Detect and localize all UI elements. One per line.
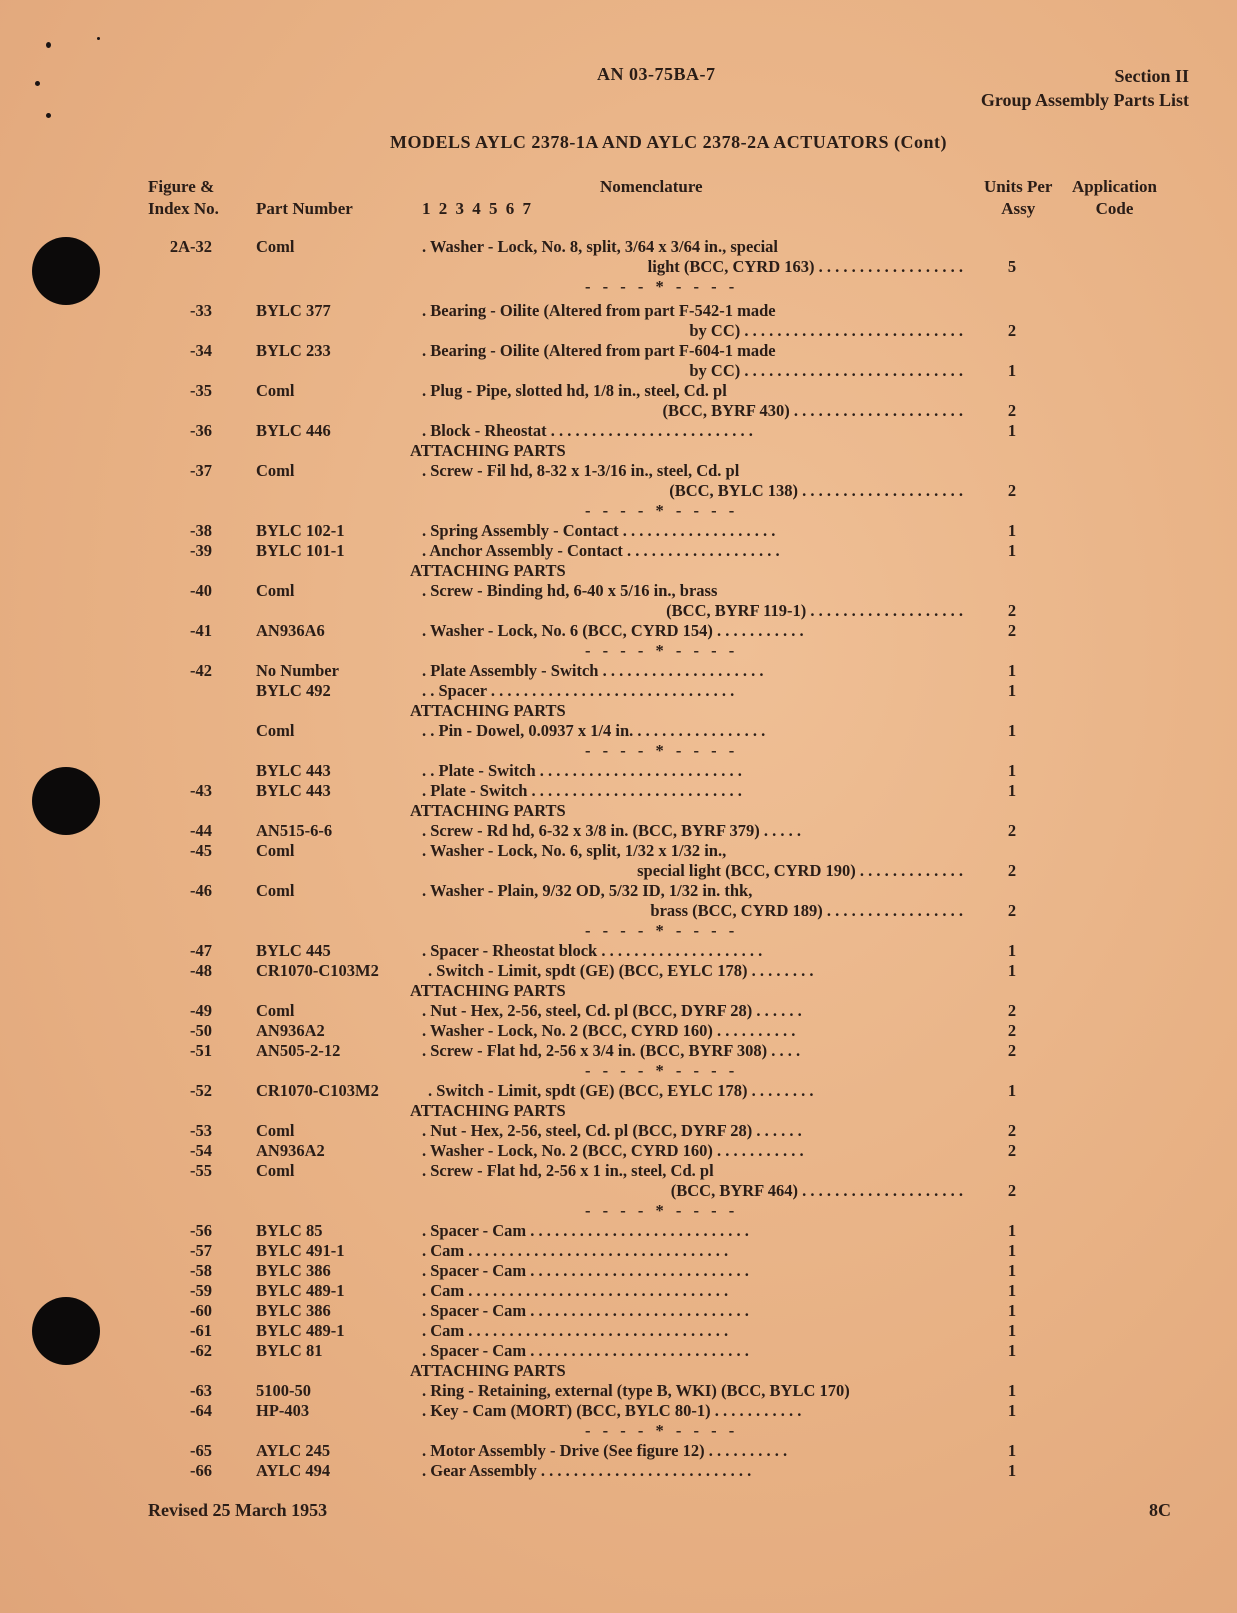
separator-mark: - - - - * - - - - [585,1201,739,1220]
nomenclature-continued: (BCC, BYRF 119-1) . . . . . . . . . . . . . . . . . . . [666,601,963,620]
index-number: -51 [190,1041,212,1060]
part-number: BYLC 386 [256,1261,331,1280]
table-row [0,1121,1237,1141]
units-per-assy: 2 [1007,321,1017,340]
attaching-parts-label: ATTACHING PARTS [410,441,566,460]
nomenclature: . Plate Assembly - Switch . . . . . . . . . . . . . . . . . . . . [422,661,764,680]
part-number: Coml [256,841,295,860]
table-row [0,681,1237,701]
col-units-per-assy: Units Per Assy [984,177,1053,218]
units-per-assy: 1 [1007,1381,1017,1400]
attaching-parts-heading [0,1101,1237,1121]
group-separator [0,277,1237,297]
col-nomenclature: Nomenclature [600,177,703,196]
table-row-continuation [0,257,1237,277]
index-number: -60 [190,1301,212,1320]
index-number: 2A-32 [169,237,212,256]
group-separator [0,1421,1237,1441]
part-number: BYLC 443 [256,761,331,780]
nomenclature: . Washer - Lock, No. 2 (BCC, CYRD 160) . . . . . . . . . . [422,1021,796,1040]
part-number: AN505-2-12 [256,1041,341,1060]
units-per-assy: 2 [1007,401,1017,420]
separator-mark: - - - - * - - - - [585,641,739,660]
index-number: -36 [190,421,212,440]
nomenclature: . Cam . . . . . . . . . . . . . . . . . . . . . . . . . . . . . . . . [422,1281,729,1300]
part-number: HP-403 [256,1401,310,1420]
part-number: BYLC 491-1 [256,1241,345,1260]
units-per-assy: 1 [1007,781,1017,800]
nomenclature: . Screw - Fil hd, 8-32 x 1-3/16 in., steel, Cd. pl [422,461,740,480]
index-number: -42 [190,661,212,680]
index-number: -58 [190,1261,212,1280]
paper-speck [97,37,100,40]
units-per-assy: 2 [1007,861,1017,880]
units-per-assy: 1 [1007,1341,1017,1360]
nomenclature-continued: (BCC, BYLC 138) . . . . . . . . . . . . . . . . . . . . [669,481,963,500]
table-row [0,1301,1237,1321]
units-per-assy: 1 [1007,1321,1017,1340]
separator-mark: - - - - * - - - - [585,501,739,520]
table-row [0,661,1237,681]
separator-mark: - - - - * - - - - [585,1421,739,1440]
units-per-assy: 2 [1007,1121,1017,1140]
part-number: BYLC 386 [256,1301,331,1320]
table-row [0,1381,1237,1401]
part-number: BYLC 489-1 [256,1281,345,1300]
units-per-assy: 1 [1007,521,1017,540]
nomenclature: . Spacer - Cam . . . . . . . . . . . . . . . . . . . . . . . . . . . [422,1341,749,1360]
part-number: AN515-6-6 [256,821,333,840]
section-title: Group Assembly Parts List [980,90,1189,110]
units-per-assy: 1 [1007,761,1017,780]
page-number: 8C [1149,1500,1171,1520]
units-per-assy: 1 [1007,721,1017,740]
table-row-continuation [0,361,1237,381]
part-number: CR1070-C103M2 [256,961,379,980]
nomenclature: . Cam . . . . . . . . . . . . . . . . . . . . . . . . . . . . . . . . [422,1241,729,1260]
units-per-assy: 1 [1007,1441,1017,1460]
index-number: -38 [190,521,212,540]
units-per-assy: 1 [1007,1281,1017,1300]
table-row-continuation [0,1181,1237,1201]
nomenclature: . . Plate - Switch . . . . . . . . . . . . . . . . . . . . . . . . . [422,761,742,780]
units-per-assy: 2 [1007,1001,1017,1020]
nomenclature: . Bearing - Oilite (Altered from part F-604-1 made [422,341,776,360]
table-row [0,761,1237,781]
nomenclature: . Washer - Lock, No. 2 (BCC, CYRD 160) . . . . . . . . . . . [422,1141,804,1160]
part-number: AYLC 494 [256,1461,331,1480]
part-number: Coml [256,461,295,480]
table-row [0,941,1237,961]
nomenclature-continued: special light (BCC, CYRD 190) . . . . . . . . . . . . . [637,861,963,880]
nomenclature: . Nut - Hex, 2-56, steel, Cd. pl (BCC, DYRF 28) . . . . . . [422,1121,802,1140]
nomenclature: . Washer - Lock, No. 6, split, 1/32 x 1/32 in., [422,841,727,860]
index-number: -47 [190,941,212,960]
nomenclature: . Nut - Hex, 2-56, steel, Cd. pl (BCC, DYRF 28) . . . . . . [422,1001,802,1020]
part-number: BYLC 81 [256,1341,323,1360]
index-number: -65 [190,1441,212,1460]
part-number: Coml [256,1121,295,1140]
nomenclature: . Switch - Limit, spdt (GE) (BCC, EYLC 178) . . . . . . . . [428,961,814,980]
units-per-assy: 2 [1007,1181,1017,1200]
group-separator [0,1201,1237,1221]
units-per-assy: 1 [1007,1081,1017,1100]
nomenclature-continued: by CC) . . . . . . . . . . . . . . . . . . . . . . . . . . . [689,321,963,340]
part-number: CR1070-C103M2 [256,1081,379,1100]
part-number: BYLC 101-1 [256,541,345,560]
units-per-assy: 1 [1007,361,1017,380]
nomenclature: . Anchor Assembly - Contact . . . . . . . . . . . . . . . . . . . [422,541,780,560]
table-row [0,1241,1237,1261]
paper-speck [46,113,51,118]
separator-mark: - - - - * - - - - [585,741,739,760]
part-number: BYLC 233 [256,341,331,360]
part-number: BYLC 102-1 [256,521,345,540]
col-figure-index: Figure & Index No. [148,177,219,218]
index-number: -40 [190,581,212,600]
nomenclature: . Washer - Lock, No. 6 (BCC, CYRD 154) . . . . . . . . . . . [422,621,804,640]
part-number: BYLC 445 [256,941,331,960]
nomenclature: . Spacer - Cam . . . . . . . . . . . . . . . . . . . . . . . . . . . [422,1261,749,1280]
table-row [0,621,1237,641]
part-number: AN936A2 [256,1021,325,1040]
table-row [0,1461,1237,1481]
index-number: -49 [190,1001,212,1020]
index-number: -55 [190,1161,212,1180]
index-number: -43 [190,781,212,800]
table-row-continuation [0,601,1237,621]
attaching-parts-label: ATTACHING PARTS [410,981,566,1000]
attaching-parts-label: ATTACHING PARTS [410,1101,566,1120]
separator-mark: - - - - * - - - - [585,1061,739,1080]
index-number: -39 [190,541,212,560]
table-row [0,1341,1237,1361]
table-row [0,521,1237,541]
index-number: -50 [190,1021,212,1040]
table-row [0,841,1237,861]
table-row [0,1161,1237,1181]
table-row [0,821,1237,841]
nomenclature: . Gear Assembly . . . . . . . . . . . . . . . . . . . . . . . . . . [422,1461,752,1480]
units-per-assy: 1 [1007,1301,1017,1320]
table-row-continuation [0,401,1237,421]
part-number: AN936A2 [256,1141,325,1160]
part-number: BYLC 377 [256,301,331,320]
attaching-parts-heading [0,561,1237,581]
nomenclature: . . Spacer . . . . . . . . . . . . . . . . . . . . . . . . . . . . . . [422,681,735,700]
nomenclature: . Washer - Plain, 9/32 OD, 5/32 ID, 1/32 in. thk, [422,881,753,900]
table-row [0,1441,1237,1461]
attaching-parts-heading [0,441,1237,461]
nomenclature: . Screw - Flat hd, 2-56 x 1 in., steel, Cd. pl [422,1161,714,1180]
attaching-parts-label: ATTACHING PARTS [410,1361,566,1380]
part-number: 5100-50 [256,1381,311,1400]
units-per-assy: 2 [1007,601,1017,620]
separator-mark: - - - - * - - - - [585,921,739,940]
index-number: -53 [190,1121,212,1140]
table-row [0,721,1237,741]
separator-mark: - - - - * - - - - [585,277,739,296]
table-row-continuation [0,321,1237,341]
nomenclature: . Cam . . . . . . . . . . . . . . . . . . . . . . . . . . . . . . . . [422,1321,729,1340]
revision-date: Revised 25 March 1953 [148,1500,328,1520]
nomenclature: . Screw - Flat hd, 2-56 x 3/4 in. (BCC, BYRF 308) . . . . [422,1041,801,1060]
table-row [0,961,1237,981]
table-row [0,1261,1237,1281]
group-separator [0,641,1237,661]
nomenclature: . Plug - Pipe, slotted hd, 1/8 in., steel, Cd. pl [422,381,727,400]
units-per-assy: 1 [1007,1461,1017,1480]
table-row [0,1081,1237,1101]
col-indent-levels: 1 2 3 4 5 6 7 [422,199,531,218]
nomenclature: . Spacer - Cam . . . . . . . . . . . . . . . . . . . . . . . . . . . [422,1221,749,1240]
part-number: Coml [256,1001,295,1020]
nomenclature: . Spacer - Cam . . . . . . . . . . . . . . . . . . . . . . . . . . . [422,1301,749,1320]
units-per-assy: 1 [1007,681,1017,700]
part-number: BYLC 85 [256,1221,323,1240]
units-per-assy: 1 [1007,421,1017,440]
index-number: -56 [190,1221,212,1240]
section-number: Section II [1114,66,1189,86]
table-row [0,461,1237,481]
table-row-continuation [0,901,1237,921]
units-per-assy: 2 [1007,1021,1017,1040]
col-application-code: Application Code [1072,177,1158,218]
nomenclature-continued: light (BCC, CYRD 163) . . . . . . . . . . . . . . . . . . [647,257,963,276]
section-heading [981,64,1189,112]
attaching-parts-heading [0,701,1237,721]
attaching-parts-heading [0,801,1237,821]
nomenclature: . Screw - Rd hd, 6-32 x 3/8 in. (BCC, BYRF 379) . . . . . [422,821,802,840]
units-per-assy: 2 [1007,1041,1017,1060]
page-title: MODELS AYLC 2378-1A AND AYLC 2378-2A ACTUATORS (Cont) [389,132,948,152]
table-row [0,1221,1237,1241]
paper-speck [46,42,51,48]
part-number: AYLC 245 [256,1441,331,1460]
part-number: Coml [256,237,295,256]
table-row [0,1321,1237,1341]
units-per-assy: 1 [1007,1401,1017,1420]
part-number: AN936A6 [256,621,325,640]
part-number: Coml [256,581,295,600]
nomenclature: . Bearing - Oilite (Altered from part F-542-1 made [422,301,776,320]
index-number: -46 [190,881,212,900]
part-number: Coml [256,881,295,900]
units-per-assy: 1 [1007,1221,1017,1240]
nomenclature: . Key - Cam (MORT) (BCC, BYLC 80-1) . . . . . . . . . . . [422,1401,802,1420]
index-number: -48 [190,961,212,980]
table-row [0,1041,1237,1061]
group-separator [0,921,1237,941]
group-separator [0,1061,1237,1081]
table-row [0,1281,1237,1301]
nomenclature: . Block - Rheostat . . . . . . . . . . . . . . . . . . . . . . . . . [422,421,753,440]
part-number: Coml [256,721,295,740]
table-row [0,1021,1237,1041]
table-row [0,781,1237,801]
document-number: AN 03-75BA-7 [597,64,716,84]
table-row [0,381,1237,401]
part-number: Coml [256,1161,295,1180]
table-row [0,1141,1237,1161]
table-row [0,341,1237,361]
index-number: -44 [190,821,212,840]
table-row [0,421,1237,441]
part-number: Coml [256,381,295,400]
nomenclature-continued: brass (BCC, CYRD 189) . . . . . . . . . . . . . . . . . [650,901,963,920]
table-row [0,541,1237,561]
group-separator [0,501,1237,521]
attaching-parts-label: ATTACHING PARTS [410,561,566,580]
parts-list [0,237,1237,1481]
units-per-assy: 2 [1007,621,1017,640]
index-number: -52 [190,1081,212,1100]
table-row [0,1401,1237,1421]
part-number: BYLC 446 [256,421,331,440]
nomenclature: . Screw - Binding hd, 6-40 x 5/16 in., brass [422,581,718,600]
index-number: -37 [190,461,212,480]
units-per-assy: 2 [1007,1141,1017,1160]
index-number: -54 [190,1141,212,1160]
nomenclature-continued: by CC) . . . . . . . . . . . . . . . . . . . . . . . . . . . [689,361,963,380]
nomenclature-continued: (BCC, BYRF 430) . . . . . . . . . . . . . . . . . . . . . [662,401,963,420]
nomenclature: . Plate - Switch . . . . . . . . . . . . . . . . . . . . . . . . . . [422,781,742,800]
nomenclature: . Switch - Limit, spdt (GE) (BCC, EYLC 178) . . . . . . . . [428,1081,814,1100]
units-per-assy: 5 [1007,257,1017,276]
index-number: -57 [190,1241,212,1260]
units-per-assy: 2 [1007,821,1017,840]
part-number: No Number [256,661,339,680]
units-per-assy: 1 [1007,1241,1017,1260]
nomenclature-continued: (BCC, BYRF 464) . . . . . . . . . . . . . . . . . . . . [670,1181,963,1200]
index-number: -63 [190,1381,212,1400]
table-row [0,1001,1237,1021]
units-per-assy: 1 [1007,1261,1017,1280]
index-number: -35 [190,381,212,400]
attaching-parts-label: ATTACHING PARTS [410,701,566,720]
index-number: -66 [190,1461,212,1480]
nomenclature: . Motor Assembly - Drive (See figure 12) . . . . . . . . . . [422,1441,788,1460]
attaching-parts-heading [0,981,1237,1001]
part-number: BYLC 443 [256,781,331,800]
units-per-assy: 2 [1007,481,1017,500]
table-row [0,581,1237,601]
attaching-parts-heading [0,1361,1237,1381]
nomenclature: . Spring Assembly - Contact . . . . . . . . . . . . . . . . . . . [422,521,776,540]
index-number: -33 [190,301,212,320]
group-separator [0,741,1237,761]
nomenclature: . Ring - Retaining, external (type B, WKI) (BCC, BYLC 170) [422,1381,850,1400]
units-per-assy: 1 [1007,541,1017,560]
index-number: -45 [190,841,212,860]
nomenclature: . . Pin - Dowel, 0.0937 x 1/4 in. . . . . . . . . . . . . . . . . [422,721,766,740]
attaching-parts-label: ATTACHING PARTS [410,801,566,820]
index-number: -41 [190,621,212,640]
index-number: -64 [190,1401,212,1420]
nomenclature: . Washer - Lock, No. 8, split, 3/64 x 3/64 in., special [422,237,779,256]
units-per-assy: 2 [1007,901,1017,920]
part-number: BYLC 489-1 [256,1321,345,1340]
paper-speck [35,81,40,86]
part-number: BYLC 492 [256,681,331,700]
index-number: -61 [190,1321,212,1340]
units-per-assy: 1 [1007,961,1017,980]
table-row [0,301,1237,321]
index-number: -59 [190,1281,212,1300]
table-row [0,881,1237,901]
units-per-assy: 1 [1007,941,1017,960]
col-part-number: Part Number [256,199,353,218]
table-row-continuation [0,481,1237,501]
units-per-assy: 1 [1007,661,1017,680]
index-number: -34 [190,341,212,360]
index-number: -62 [190,1341,212,1360]
nomenclature: . Spacer - Rheostat block . . . . . . . . . . . . . . . . . . . . [422,941,763,960]
table-row [0,237,1237,257]
table-row-continuation [0,861,1237,881]
